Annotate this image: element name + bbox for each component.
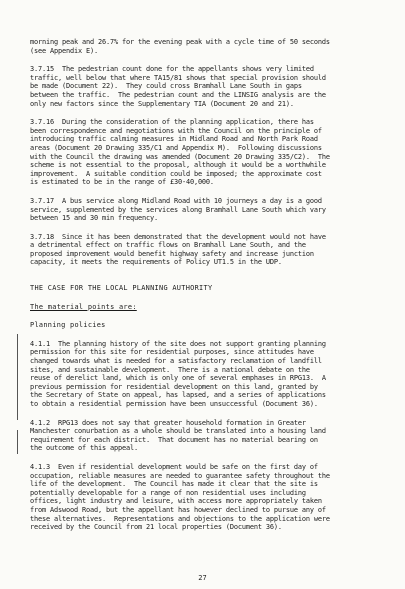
paragraph-3-7-16 — [30, 118, 377, 187]
text-line: only new factors since the Supplementary TIA (Document 20 and 21). — [30, 99, 294, 108]
text-line: requirement for each district. That document has no material bearing on — [30, 435, 318, 444]
text-line: permission for this site for residential purposes, since attitudes have — [30, 348, 314, 357]
paragraph-4-1-2 — [30, 419, 377, 453]
text-line: these alternatives. Representations and objections to the application were — [30, 514, 330, 523]
text-line: 3.7.17 A bus service along Midland Road with 10 journeys a day is a good — [30, 196, 322, 205]
text-line: potentially developable for a range of non residential uses including — [30, 488, 306, 497]
text-line: between 15 and 30 min frequency. — [30, 214, 158, 223]
text-line: the outcome of this appeal. — [30, 444, 138, 453]
text-line: offices, light industry and leisure, with access more appropriately taken — [30, 497, 322, 506]
text-line: 3.7.16 During the consideration of the planning application, there has — [30, 118, 314, 127]
text-line: with the Council the drawing was amended (Document 20 Drawing 335/C2). The — [30, 152, 330, 161]
section-heading: THE CASE FOR THE LOCAL PLANNING AUTHORITY — [30, 284, 213, 293]
text-line: changed towards what is needed for a satisfactory reclamation of landfill — [30, 357, 322, 366]
text-line: reuse of derelict land, which is only one of several emphases in RPG13. A — [30, 374, 326, 383]
subsection-heading: Planning policies — [30, 321, 106, 330]
text-line: areas (Document 20 Drawing 335/C1 and Appendix M). Following discussions — [30, 143, 322, 152]
text-line: occupation, reliable measures are needed to guarantee safety throughout the — [30, 471, 330, 480]
text-line: between the traffic. The pedestrian count and the LINSIG analysis are the — [30, 90, 326, 99]
text-line: from Adswood Road, but the appellant has however declined to pursue any of — [30, 505, 326, 514]
text-line: Manchester conurbation as a whole should be translated into a housing land — [30, 427, 326, 436]
text-line: be made (Document 22). They could cross Bramhall Lane South in gaps — [30, 82, 302, 91]
text-line: the Secretary of State on appeal, has lapsed, and a series of applications — [30, 391, 326, 400]
text-line: service, supplemented by the services along Bramhall Lane South which vary — [30, 205, 326, 214]
text-line: life of the development. The Council has made it clear that the site is — [30, 480, 318, 489]
text-line: is estimated to be in the range of £30-40,000. — [30, 178, 214, 187]
margin-bracket-mark — [17, 430, 18, 454]
text-line: received by the Council from 21 local properties (Document 36). — [30, 523, 282, 532]
text-line: introducing traffic calming measures in Midland Road and North Park Road — [30, 135, 318, 144]
text-line: improvement. A suitable condition could be imposed; the approximate cost — [30, 169, 322, 178]
text-line: 4.1.1 The planning history of the site does not support granting planning — [30, 339, 326, 348]
paragraph-4-1-1 — [30, 340, 377, 409]
text-line: previous permission for residential development on this land, granted by — [30, 382, 318, 391]
text-line: morning peak and 26.7% for the evening peak with a cycle time of 50 seconds — [30, 38, 330, 46]
paragraph-4-1-3 — [30, 463, 377, 532]
page-number: 27 — [198, 574, 207, 582]
paragraph-continuation — [30, 38, 377, 55]
text-line: 4.1.3 Even if residential development would be safe on the first day of — [30, 462, 318, 471]
text-line: 3.7.18 Since it has been demonstrated that the development would not have — [30, 232, 326, 241]
text-line: sites, and sustainable development. There is a national debate on the — [30, 365, 310, 374]
intro-text: The material points are: — [30, 302, 137, 311]
text-line: capacity, it meets the requirements of Policy UT1.5 in the UDP. — [30, 258, 282, 267]
text-line: scheme is not essential to the proposal, although it would be a worthwhile — [30, 161, 326, 170]
text-line: proposed improvement would benefit highway safety and increase junction — [30, 249, 314, 258]
text-line: 4.1.2 RPG13 does not say that greater household formation in Greater — [30, 418, 306, 427]
margin-bracket-mark — [17, 334, 18, 420]
paragraph-3-7-15 — [30, 65, 377, 108]
text-line: been correspondence and negotiations with the Council on the principle of — [30, 126, 322, 135]
paragraph-3-7-18 — [30, 233, 377, 267]
text-line: 3.7.15 The pedestrian count done for the appellants shows very limited — [30, 65, 314, 74]
text-line: (see Appendix E). — [30, 46, 98, 55]
text-line: to obtain a residential permission have been unsuccessful (Document 36). — [30, 400, 318, 408]
text-line: a detrimental effect on traffic flows on Bramhall Lane South, and the — [30, 241, 306, 250]
text-line: traffic, well below that where TA15/81 shows that special provision should — [30, 73, 326, 82]
paragraph-3-7-17 — [30, 197, 377, 223]
